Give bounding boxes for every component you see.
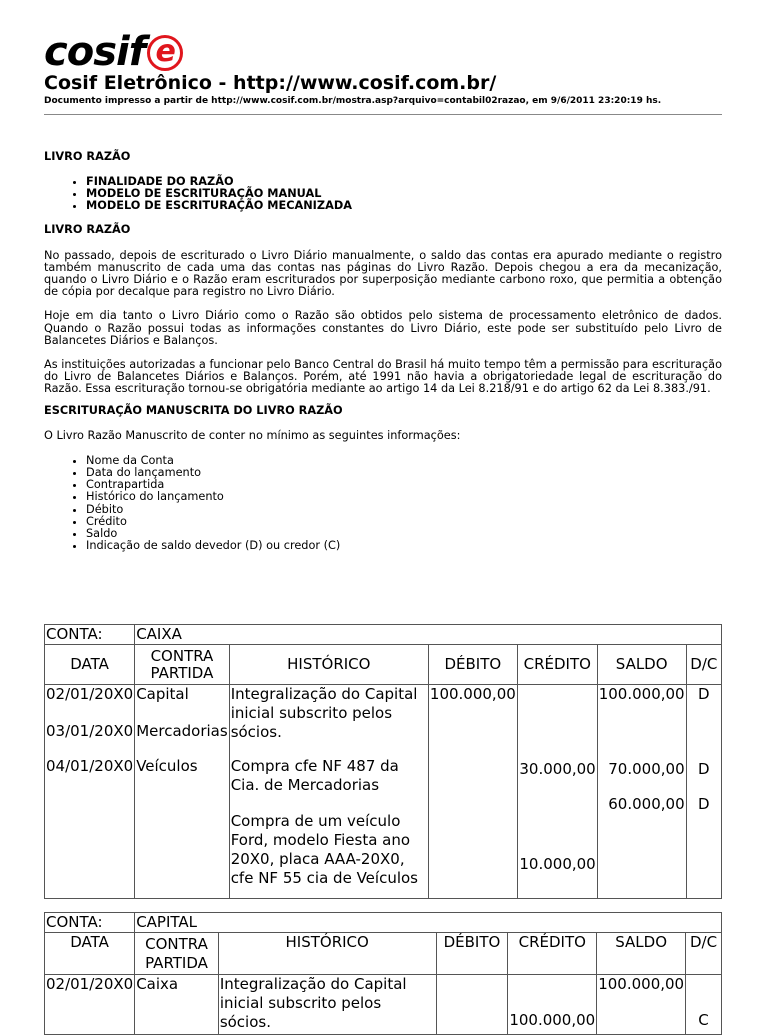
contra-cell bbox=[135, 685, 230, 899]
credito-value: 10.000,00 bbox=[519, 855, 596, 873]
date-cell bbox=[45, 685, 135, 899]
list-item: • Contrapartida bbox=[86, 479, 722, 491]
contra-value: Veículos bbox=[136, 757, 198, 775]
list-item: • Débito bbox=[86, 504, 722, 516]
col-header-debito: DÉBITO bbox=[428, 645, 517, 685]
toc-item-finalidade[interactable]: • FINALIDADE DO RAZÃO bbox=[86, 176, 722, 188]
conta-label: CONTA: bbox=[45, 625, 135, 645]
col-header-dc: D/C bbox=[686, 933, 722, 975]
ledger-table-caixa bbox=[44, 624, 722, 899]
dc-value: D bbox=[698, 685, 710, 703]
date-value: 02/01/20X0 bbox=[46, 685, 134, 703]
col-header-debito: DÉBITO bbox=[436, 933, 508, 975]
date-value: 03/01/20X0 bbox=[46, 722, 134, 740]
cosif-logo bbox=[44, 30, 183, 74]
conta-name: CAIXA bbox=[135, 625, 722, 645]
dc-value: C bbox=[698, 1011, 709, 1029]
col-header-historico: HISTÓRICO bbox=[229, 645, 428, 685]
list-item: • Histórico do lançamento bbox=[86, 491, 722, 503]
logo-e-icon: e bbox=[147, 35, 183, 71]
dc-value: D bbox=[698, 795, 710, 813]
contra-cell: Caixa bbox=[135, 975, 219, 1035]
col-header-historico: HISTÓRICO bbox=[218, 933, 436, 975]
contra-value: Capital bbox=[136, 685, 189, 703]
dc-cell bbox=[686, 975, 722, 1035]
credito-value: 30.000,00 bbox=[519, 760, 596, 778]
site-title: Cosif Eletrônico - http://www.cosif.com.br/ bbox=[44, 72, 497, 94]
print-note: Documento impresso a partir de http://www.cosif.com.br/mostra.asp?arquivo=contabil02razao, em 9/6/2011 23:20:19 hs. bbox=[44, 96, 662, 106]
ledger-table-capital bbox=[44, 912, 722, 1035]
section-heading-escrituracao-manuscrita: ESCRITURAÇÃO MANUSCRITA DO LIVRO RAZÃO bbox=[44, 403, 343, 417]
list-item: • Indicação de saldo devedor (D) ou credor (C) bbox=[86, 540, 722, 552]
col-header-credito: CRÉDITO bbox=[508, 933, 597, 975]
section-heading-livro-razao: LIVRO RAZÃO bbox=[44, 222, 131, 236]
date-value: 04/01/20X0 bbox=[46, 757, 134, 775]
toc-item-mecanizada[interactable]: • MODELO DE ESCRITURAÇÃO MECANIZADA bbox=[86, 200, 722, 212]
col-header-dc: D/C bbox=[686, 645, 721, 685]
dc-cell bbox=[686, 685, 721, 899]
credito-cell bbox=[517, 685, 597, 899]
date-cell: 02/01/20X0 bbox=[45, 975, 135, 1035]
col-header-contra-partida: CONTRA PARTIDA bbox=[135, 933, 219, 975]
credito-value: 100.000,00 bbox=[509, 1011, 596, 1029]
historico-cell bbox=[229, 685, 428, 899]
credito-cell bbox=[508, 975, 597, 1035]
debito-cell bbox=[436, 975, 508, 1035]
header-divider bbox=[44, 114, 722, 115]
list-item: • Saldo bbox=[86, 528, 722, 540]
saldo-value: 60.000,00 bbox=[608, 795, 685, 813]
dc-value: D bbox=[698, 760, 710, 778]
col-header-data: DATA bbox=[45, 933, 135, 975]
col-header-contra-partida: CONTRA PARTIDA bbox=[135, 645, 230, 685]
heading-livro-razao: LIVRO RAZÃO bbox=[44, 150, 131, 163]
paragraph: As instituições autorizadas a funcionar pelo Banco Central do Brasil há muito tempo têm a permissão para escrituração do Livro de Balancetes Diários e Balanços. Porém, até 1991 não havia a obrigatoriedade legal de escrituração do Razão. Essa escrituração tornou-se obrigatória mediante ao artigo 14 da Lei 8.218/91 e do artigo 62 da Lei 8.383./91. bbox=[44, 358, 722, 396]
debito-value: 100.000,00 bbox=[429, 685, 516, 703]
historico-value: Compra cfe NF 487 da Cia. de Mercadorias bbox=[230, 757, 399, 794]
paragraph: O Livro Razão Manuscrito de conter no mínimo as seguintes informações: bbox=[44, 428, 461, 442]
paragraph: No passado, depois de escriturado o Livro Diário manualmente, o saldo das contas era apurado mediante o registro também manuscrito de cada uma das contas nas páginas do Livro Razão. Depois chegou a era da mecanização, quando o Livro Diário e o Razão eram escriturados por superposição mediante carbono roxo, que permitia a obtenção de cópia por decalque para registro no Livro Diário. bbox=[44, 248, 722, 299]
historico-value: Compra de um veículo Ford, modelo Fiesta ano 20X0, placa AAA-20X0, cfe NF 55 cia de Veículos bbox=[230, 812, 418, 887]
historico-value: Integralização do Capital inicial subscrito pelos sócios. bbox=[230, 685, 418, 741]
paragraph: Hoje em dia tanto o Livro Diário como o Razão são obtidos pelo sistema de processamento eletrônico de dados. Quando o Razão possui todas as informações constantes do Livro Diário, este pode ser substituído pelo Livro de Balancetes Diários e Balanços. bbox=[44, 309, 722, 347]
conta-label: CONTA: bbox=[45, 913, 135, 933]
conta-name: CAPITAL bbox=[135, 913, 722, 933]
col-header-credito: CRÉDITO bbox=[517, 645, 597, 685]
toc-list bbox=[44, 176, 722, 213]
col-header-saldo: SALDO bbox=[597, 645, 686, 685]
saldo-cell: 100.000,00 bbox=[597, 975, 686, 1035]
col-header-data: DATA bbox=[45, 645, 135, 685]
saldo-value: 100.000,00 bbox=[598, 685, 685, 703]
historico-cell: Integralização do Capital inicial subscrito pelos sócios. bbox=[218, 975, 436, 1035]
col-header-saldo: SALDO bbox=[597, 933, 686, 975]
contra-value: Mercadorias bbox=[136, 722, 228, 740]
info-list bbox=[44, 455, 722, 553]
toc-item-manual[interactable]: • MODELO DE ESCRITURAÇÃO MANUAL bbox=[86, 188, 722, 200]
logo-text: cosif bbox=[44, 29, 146, 75]
debito-cell bbox=[428, 685, 517, 899]
list-item: • Crédito bbox=[86, 516, 722, 528]
article-body bbox=[44, 150, 722, 552]
list-item: • Data do lançamento bbox=[86, 467, 722, 479]
saldo-value: 70.000,00 bbox=[608, 760, 685, 778]
saldo-cell bbox=[597, 685, 686, 899]
list-item: • Nome da Conta bbox=[86, 455, 722, 467]
